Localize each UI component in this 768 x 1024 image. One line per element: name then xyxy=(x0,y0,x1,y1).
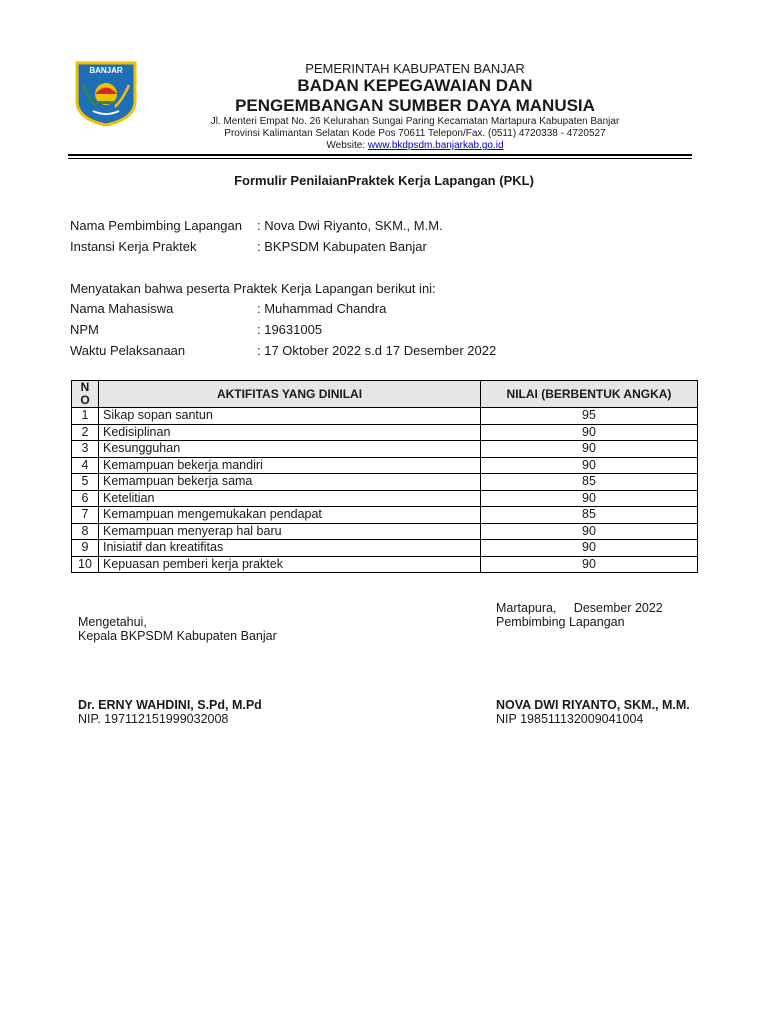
row-score: 85 xyxy=(481,474,698,491)
form-title: Formulir PenilaianPraktek Kerja Lapangan (PKL) xyxy=(234,173,534,188)
right-signer-name: NOVA DWI RIYANTO, SKM., M.M. xyxy=(496,698,690,712)
agency-name-line2: PENGEMBANGAN SUMBER DAYA MANUSIA xyxy=(235,96,595,115)
row-no: 4 xyxy=(72,457,99,474)
row-activity: Kemampuan bekerja mandiri xyxy=(99,457,481,474)
left-sign-line2: Kepala BKPSDM Kabupaten Banjar xyxy=(78,629,277,643)
website-line xyxy=(160,140,670,151)
period-label: Waktu Pelaksanaan xyxy=(70,343,186,358)
website-label: Website: xyxy=(326,140,368,151)
student-name-label: Nama Mahasiswa xyxy=(70,301,174,316)
website-link[interactable]: www.bkdpsdm.banjarkab.go.id xyxy=(367,140,504,151)
table-row xyxy=(72,441,698,458)
left-signer-nip: NIP. 197112151999032008 xyxy=(78,712,229,726)
left-signer-name: Dr. ERNY WAHDINI, S.Pd, M.Pd xyxy=(78,698,262,712)
header-score: NILAI (BERBENTUK ANGKA) xyxy=(481,381,698,408)
student-name-value: : Muhammad Chandra xyxy=(257,301,387,316)
table-row xyxy=(72,408,698,425)
right-signer-nip: NIP 198511132009041004 xyxy=(496,712,644,726)
agency-name-line1: BADAN KEPEGAWAIAN DAN xyxy=(297,76,533,95)
table-row xyxy=(72,457,698,474)
npm-label: NPM xyxy=(70,322,99,337)
left-sign-line1: Mengetahui, xyxy=(78,615,147,629)
row-activity: Inisiatif dan kreatifitas xyxy=(99,540,481,557)
supervisor-label: Nama Pembimbing Lapangan xyxy=(70,218,242,233)
institution-value: : BKPSDM Kabupaten Banjar xyxy=(257,239,427,254)
government-name: PEMERINTAH KABUPATEN BANJAR xyxy=(305,61,525,76)
row-score: 90 xyxy=(481,556,698,573)
right-place-date: Martapura, Desember 2022 xyxy=(496,601,663,615)
row-activity: Ketelitian xyxy=(99,490,481,507)
row-no: 5 xyxy=(72,474,99,491)
header-activity: AKTIFITAS YANG DINILAI xyxy=(99,381,481,408)
address-line1: Jl. Menteri Empat No. 26 Kelurahan Sungai Paring Kecamatan Martapura Kabupaten Banjar xyxy=(210,116,620,127)
row-score: 95 xyxy=(481,408,698,425)
row-activity: Kemampuan bekerja sama xyxy=(99,474,481,491)
table-row xyxy=(72,523,698,540)
row-activity: Kesungguhan xyxy=(99,441,481,458)
row-no: 3 xyxy=(72,441,99,458)
supervisor-value: : Nova Dwi Riyanto, SKM., M.M. xyxy=(257,218,443,233)
table-row xyxy=(72,490,698,507)
table-row xyxy=(72,556,698,573)
row-score: 90 xyxy=(481,523,698,540)
header-divider xyxy=(68,154,692,156)
row-score: 90 xyxy=(481,540,698,557)
row-no: 7 xyxy=(72,507,99,524)
table-row xyxy=(72,540,698,557)
row-no: 6 xyxy=(72,490,99,507)
banjar-regency-logo xyxy=(75,61,137,127)
row-activity: Kedisiplinan xyxy=(99,424,481,441)
address-line2: Provinsi Kalimantan Selatan Kode Pos 70611 Telepon/Fax. (0511) 4720338 - 4720527 xyxy=(224,128,606,139)
table-row xyxy=(72,507,698,524)
table-row xyxy=(72,474,698,491)
row-no: 1 xyxy=(72,408,99,425)
row-score: 90 xyxy=(481,457,698,474)
table-header-row xyxy=(72,381,698,408)
period-value: : 17 Oktober 2022 s.d 17 Desember 2022 xyxy=(257,343,497,358)
right-sign-role: Pembimbing Lapangan xyxy=(496,615,625,629)
row-activity: Kemampuan mengemukakan pendapat xyxy=(99,507,481,524)
row-no: 9 xyxy=(72,540,99,557)
row-no: 2 xyxy=(72,424,99,441)
table-row xyxy=(72,424,698,441)
header-divider-thin xyxy=(68,158,692,159)
row-no: 10 xyxy=(72,556,99,573)
row-activity: Kepuasan pemberi kerja praktek xyxy=(99,556,481,573)
row-activity: Sikap sopan santun xyxy=(99,408,481,425)
row-activity: Kemampuan menyerap hal baru xyxy=(99,523,481,540)
npm-value: : 19631005 xyxy=(257,322,323,337)
assessment-table xyxy=(71,380,698,573)
row-score: 90 xyxy=(481,490,698,507)
header-no: N O xyxy=(72,381,99,408)
institution-label: Instansi Kerja Praktek xyxy=(70,239,197,254)
logo-text: BANJAR xyxy=(89,66,123,75)
row-score: 90 xyxy=(481,441,698,458)
row-score: 90 xyxy=(481,424,698,441)
row-no: 8 xyxy=(72,523,99,540)
statement-text: Menyatakan bahwa peserta Praktek Kerja Lapangan berikut ini: xyxy=(70,281,436,296)
row-score: 85 xyxy=(481,507,698,524)
